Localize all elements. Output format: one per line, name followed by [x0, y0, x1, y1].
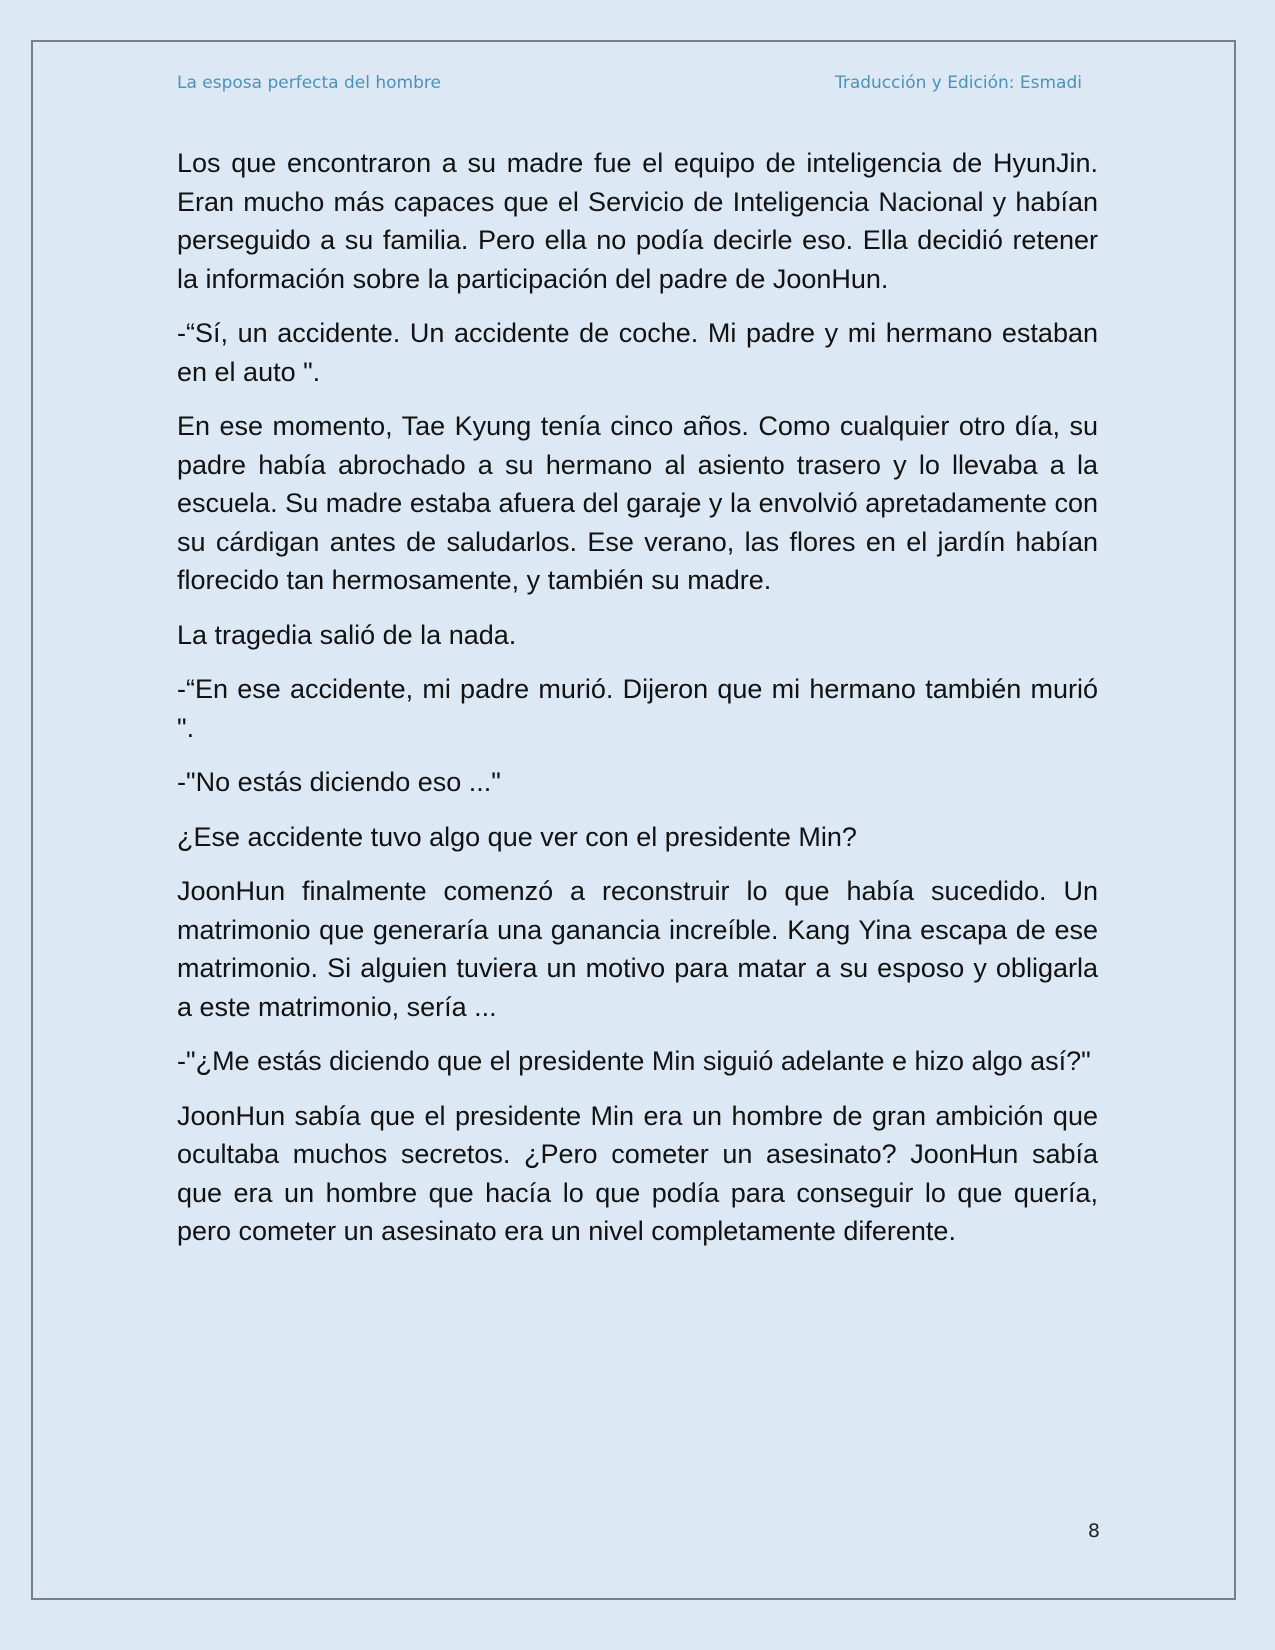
paragraph: -"¿Me estás diciendo que el presidente Min siguió adelante e hizo algo así?"	[177, 1046, 1091, 1076]
paragraph: -"No estás diciendo eso ..."	[177, 767, 501, 797]
paragraph: Los que encontraron a su madre fue el equipo de inteligencia de HyunJin. Eran mucho más capaces que el Servicio de Inteligencia Nacional y habían perseguido a su familia. Pero ella no podía decirle eso. Ella decidió retener la información sobre la participación del padre de JoonHun.	[177, 148, 1098, 294]
paragraph: -“En ese accidente, mi padre murió. Dijeron que mi hermano también murió ".	[177, 674, 1098, 743]
paragraph: -“Sí, un accidente. Un accidente de coche. Mi padre y mi hermano estaban en el auto ".	[177, 318, 1098, 387]
header-translation-credit: Traducción y Edición: Esmadi	[834, 73, 1082, 93]
paragraph: ¿Ese accidente tuvo algo que ver con el presidente Min?	[177, 821, 857, 852]
paragraph: JoonHun sabía que el presidente Min era un hombre de gran ambición que ocultaba muchos secretos. ¿Pero cometer un asesinato? JoonHun sabía que era un hombre que hacía lo que podía para conseguir lo que quería, pero cometer un asesinato era un nivel completamente diferente.	[177, 1100, 1098, 1246]
page-number: 8	[1087, 1520, 1100, 1542]
document-body	[177, 144, 1098, 1267]
paragraph: La tragedia salió de la nada.	[177, 619, 517, 650]
paragraph: JoonHun finalmente comenzó a reconstruir lo que había sucedido. Un matrimonio que generaría una ganancia increíble. Kang Yina escapa de ese matrimonio. Si alguien tuviera un motivo para matar a su esposo y obligarla a este matrimonio, sería ...	[177, 876, 1098, 1022]
paragraph: En ese momento, Tae Kyung tenía cinco años. Como cualquier otro día, su padre había abrochado a su hermano al asiento trasero y lo llevaba a la escuela. Su madre estaba afuera del garaje y la envolvió apretadamente con su cárdigan antes de saludarlos. Ese verano, las flores en el jardín habían florecido tan hermosamente, y también su madre.	[177, 411, 1098, 595]
page-header	[177, 73, 1082, 99]
header-book-title: La esposa perfecta del hombre	[177, 73, 441, 93]
